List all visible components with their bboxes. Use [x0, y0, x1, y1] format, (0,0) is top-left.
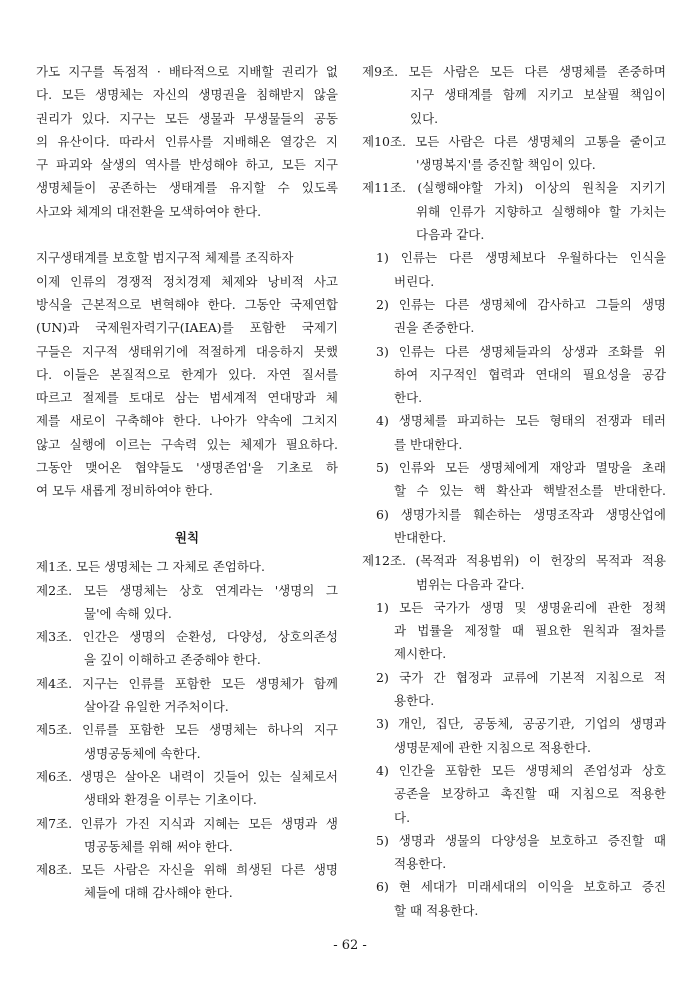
list-item-cont: 권을 존중한다. [394, 320, 475, 336]
global-system-paragraph [36, 246, 338, 502]
text-line: 그동안 맺어온 협약들도 '생명존엄'을 기초로 하 [36, 460, 338, 476]
text-line: 있다. [410, 110, 439, 126]
text-line: 않고 실행에 이르는 구속력 있는 체제가 필요하다. [36, 436, 338, 452]
list-item: 3) 인류는 다른 생명체들과의 상생과 조화를 위 [376, 343, 666, 359]
article-12-items [362, 596, 666, 922]
text-line: 지구 생태계를 함께 지키고 보살필 책임이 [410, 87, 666, 103]
text-line: (UN)과 국제원자력기구(IAEA)를 포함한 국제기 [36, 320, 338, 336]
list-item-cont: 하여 지구적인 협력과 연대의 필요성을 공감 [394, 366, 666, 382]
right-column [362, 60, 666, 922]
article-9 [362, 60, 666, 130]
text-line: 다음과 같다. [416, 227, 485, 243]
list-item: 4) 생명체를 파괴하는 모든 형태의 전쟁과 테러 [376, 413, 666, 429]
article-11-items [362, 246, 666, 549]
text-line: 제10조. 모든 사람은 다른 생명체의 고통을 줄이고 [362, 133, 666, 149]
text-line: 제11조. (실행해야할 가치) 이상의 원칙을 지키기 [362, 180, 666, 196]
text-line: 다. 모든 생명체는 자신의 생명권을 침해받지 않을 [36, 87, 338, 103]
article-2: 제2조. 모든 생명체는 상호 연계라는 '생명의 그 [36, 582, 338, 598]
list-item-cont: 를 반대한다. [394, 436, 463, 452]
list-item-cont: 할 수 있는 핵 확산과 핵발전소를 반대한다. [394, 483, 666, 499]
text-line: 제12조. (목적과 적용범위) 이 헌장의 목적과 적용 [362, 553, 666, 569]
text-line: 제를 새로이 구축해야 한다. 나아가 약속에 그치지 [36, 413, 338, 429]
text-line: 여 모두 새롭게 정비하여야 한다. [36, 483, 213, 499]
list-item: 4) 인간을 포함한 모든 생명체의 존엄성과 상호 [376, 762, 666, 778]
article-6-cont: 생태와 환경을 이루는 기초이다. [84, 792, 257, 808]
list-item: 6) 현 세대가 미래세대의 이익을 보호하고 증진 [376, 879, 666, 895]
list-item: 1) 모든 국가가 생명 및 생명윤리에 관한 정책 [376, 599, 666, 615]
article-5-cont: 생명공동체에 속한다. [84, 745, 201, 761]
article-3-cont: 을 깊이 이해하고 존중해야 한다. [84, 652, 261, 668]
list-item-cont: 과 법률을 제정할 때 필요한 원칙과 절차를 [394, 623, 666, 639]
text-line: 이제 인류의 경쟁적 정치경제 체제와 낭비적 사고 [36, 273, 338, 289]
list-item-cont: 할 때 적용한다. [394, 902, 479, 918]
article-7: 제7조. 인류가 가진 지식과 지혜는 모든 생명과 생 [36, 815, 338, 831]
article-12 [362, 549, 666, 596]
article-3: 제3조. 인간은 생명의 순환성, 다양성, 상호의존성 [36, 629, 338, 645]
text-line: 위해 인류가 지향하고 실행해야 할 가치는 [416, 203, 666, 219]
text-line: 생명체들이 공존하는 생태계를 유지할 수 있도록 [36, 180, 338, 196]
article-5: 제5조. 인류를 포함한 모든 생명체는 하나의 지구 [36, 722, 338, 738]
text-line: 의 유산이다. 따라서 인류사를 지배해온 열강은 지 [36, 133, 338, 149]
list-item-cont: 생명문제에 관한 지침으로 적용한다. [394, 739, 592, 755]
list-item-cont: 제시한다. [394, 646, 447, 662]
text-line: 권리가 있다. 지구는 모든 생물과 무생물들의 공동 [36, 110, 338, 126]
left-column [36, 60, 338, 905]
list-item-cont: 버린다. [394, 273, 435, 289]
subheading-line: 지구생태계를 보호할 범지구적 체제를 조직하자 [36, 250, 294, 266]
article-2-cont: 물'에 속해 있다. [84, 605, 172, 621]
list-item-cont: 반대한다. [394, 529, 447, 545]
text-line: 다. 이들은 본질적으로 한계가 있다. 자연 질서를 [36, 366, 338, 382]
list-item: 6) 생명가치를 훼손하는 생명조작과 생명산업에 [376, 506, 666, 522]
list-item: 2) 인류는 다른 생명체에 감사하고 그들의 생명 [376, 296, 666, 312]
list-item: 3) 개인, 집단, 공동체, 공공기관, 기업의 생명과 [376, 716, 666, 732]
text-line: 범위는 다음과 같다. [416, 576, 525, 592]
text-line: '생명복지'를 증진할 책임이 있다. [416, 157, 596, 173]
intro-paragraph [36, 60, 338, 223]
article-6: 제6조. 생명은 살아온 내력이 깃들어 있는 실체로서 [36, 768, 338, 784]
section-heading: 원칙 [174, 529, 200, 545]
text-line: 사고와 체계의 대전환을 모색하여야 한다. [36, 203, 262, 219]
article-1: 제1조. 모든 생명체는 그 자체로 존엄하다. [36, 559, 265, 575]
list-item-cont: 다. [394, 809, 411, 825]
text-line: 따르고 절제를 토대로 삼는 범세계적 연대망과 체 [36, 390, 338, 406]
article-8-cont: 체들에 대해 감사해야 한다. [84, 885, 233, 901]
article-4-cont: 살아갈 유일한 거주처이다. [84, 699, 229, 715]
articles-list [36, 555, 338, 904]
list-item-cont: 용한다. [394, 693, 435, 709]
text-line: 구 파괴와 살생의 역사를 반성해야 하고, 모든 지구 [36, 157, 338, 173]
list-item: 2) 국가 간 협정과 교류에 기본적 지침으로 적 [376, 669, 666, 685]
text-line: 가도 지구를 독점적 · 배타적으로 지배할 권리가 없 [36, 64, 338, 79]
list-item-cont: 한다. [394, 390, 423, 406]
article-10 [362, 130, 666, 177]
article-11 [362, 176, 666, 246]
article-4: 제4조. 지구는 인류를 포함한 모든 생명체가 함께 [36, 675, 338, 691]
text-line: 방식을 근본적으로 변혁해야 한다. 그동안 국제연합 [36, 296, 338, 312]
page-number: - 62 - [333, 938, 367, 953]
article-7-cont: 명공동체를 위해 써야 한다. [84, 838, 233, 854]
list-item-cont: 적용한다. [394, 856, 447, 872]
text-line: 제9조. 모든 사람은 모든 다른 생명체를 존중하며 [362, 64, 666, 79]
list-item: 5) 인류와 모든 생명체에게 재앙과 멸망을 초래 [376, 460, 666, 476]
list-item-cont: 공존을 보장하고 촉진할 때 지침으로 적용한 [394, 786, 666, 802]
text-line: 구들은 지구적 생태위기에 적절하게 대응하지 못했 [36, 343, 338, 359]
list-item: 5) 생명과 생물의 다양성을 보호하고 증진할 때 [376, 832, 666, 848]
article-8: 제8조. 모든 사람은 자신을 위해 희생된 다른 생명 [36, 862, 338, 878]
list-item: 1) 인류는 다른 생명체보다 우월하다는 인식을 [376, 250, 666, 266]
